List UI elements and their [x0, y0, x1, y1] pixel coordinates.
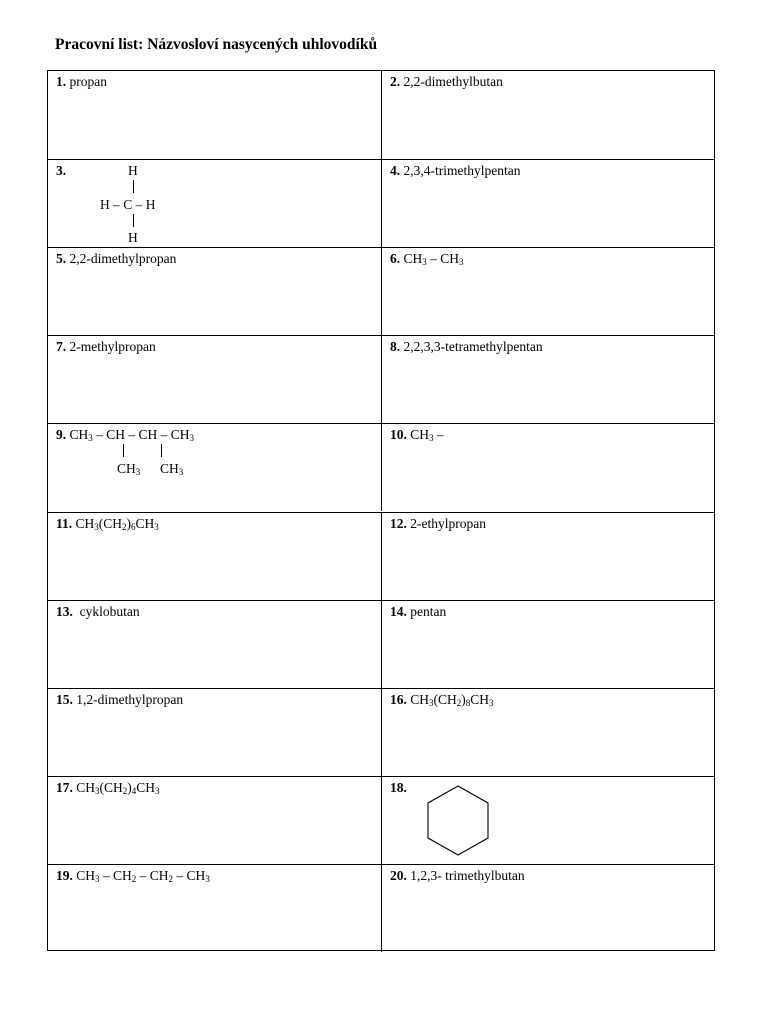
cell-4 — [381, 159, 715, 247]
branch-methyl: $CH_3$ — [160, 461, 184, 478]
item-number: 10. — [390, 427, 407, 443]
cell-10 — [381, 423, 715, 511]
item-number: 1. — [56, 74, 67, 89]
item-number: 17. — [56, 779, 73, 795]
hexagon-icon — [425, 783, 491, 859]
item-text: 2,3,4-trimethylpentan — [400, 163, 521, 179]
cell-16 — [381, 688, 715, 776]
item-number: 20. — [390, 867, 407, 883]
item-text: 2-methylpropan — [66, 339, 156, 355]
cell-11 — [48, 512, 382, 600]
item-number: 15. — [56, 691, 73, 707]
item-text: 2,2-dimethylbutan — [400, 74, 503, 89]
item-number: 11. — [56, 515, 73, 531]
cell-17 — [48, 776, 382, 864]
formula-chain: $CH_3 - CH_2 - CH_2 - CH_3$ — [76, 867, 210, 884]
item-number: 6. — [390, 251, 401, 267]
item-number: 4. — [390, 163, 401, 179]
item-text: 2,2-dimethylpropan — [66, 251, 177, 267]
cell-13 — [48, 600, 382, 688]
item-text: 2,2,3,3-tetramethylpentan — [400, 339, 543, 355]
item-text: pentan — [406, 603, 447, 619]
formula: $CH_3 - CH_3$ — [403, 251, 464, 268]
item-number: 14. — [390, 603, 407, 619]
item-text: 1,2,3- trimethylbutan — [406, 867, 525, 883]
structure-bottom-atom: H — [128, 230, 138, 246]
cell-1 — [48, 71, 382, 159]
structure-top-atom: H — [128, 163, 138, 179]
page-title: Pracovní list: Názvosloví nasycených uhlovodíků — [55, 36, 378, 53]
formula: $CH_3$ – — [410, 427, 444, 444]
formula: $CH_3(CH_2)_6CH_3$ — [75, 515, 159, 532]
formula: $CH_3(CH_2)_4CH_3$ — [76, 779, 160, 796]
cell-12 — [381, 512, 715, 600]
item-number: 2. — [390, 74, 401, 89]
bond-line — [161, 444, 162, 457]
item-number: 7. — [56, 339, 67, 355]
cell-15 — [48, 688, 382, 776]
cell-9 — [48, 423, 382, 511]
item-text: 1,2-dimethylpropan — [72, 691, 184, 707]
item-number: 3. — [56, 163, 67, 179]
cell-2 — [381, 71, 715, 159]
cell-18 — [381, 776, 715, 864]
branch-methyl: $CH_3$ — [117, 461, 141, 478]
cell-20 — [381, 864, 715, 952]
item-number: 19. — [56, 867, 73, 883]
item-number: 8. — [390, 339, 401, 355]
worksheet-table — [47, 70, 715, 951]
cell-14 — [381, 600, 715, 688]
item-text: propan — [66, 74, 107, 89]
item-number: 18. — [390, 779, 407, 795]
cell-5 — [48, 247, 382, 335]
formula-chain: $CH_3$ – CH – CH – $CH_3$ — [69, 427, 195, 444]
cell-8 — [381, 335, 715, 423]
item-text: cyklobutan — [72, 603, 140, 619]
formula: $CH_3(CH_2)_8CH_3$ — [410, 691, 494, 708]
item-number: 12. — [390, 515, 407, 531]
item-number: 16. — [390, 691, 407, 707]
item-number: 9. — [56, 427, 67, 443]
cell-3 — [48, 159, 382, 247]
cell-19 — [48, 864, 382, 952]
structure-middle-row: H – C – H — [100, 197, 156, 213]
bond-line — [123, 444, 124, 457]
cell-7 — [48, 335, 382, 423]
item-number: 5. — [56, 251, 67, 267]
bond-line — [133, 180, 134, 193]
item-number: 13. — [56, 603, 73, 619]
bond-line — [133, 214, 134, 227]
item-text: 2-ethylpropan — [406, 515, 486, 531]
cell-6 — [381, 247, 715, 335]
